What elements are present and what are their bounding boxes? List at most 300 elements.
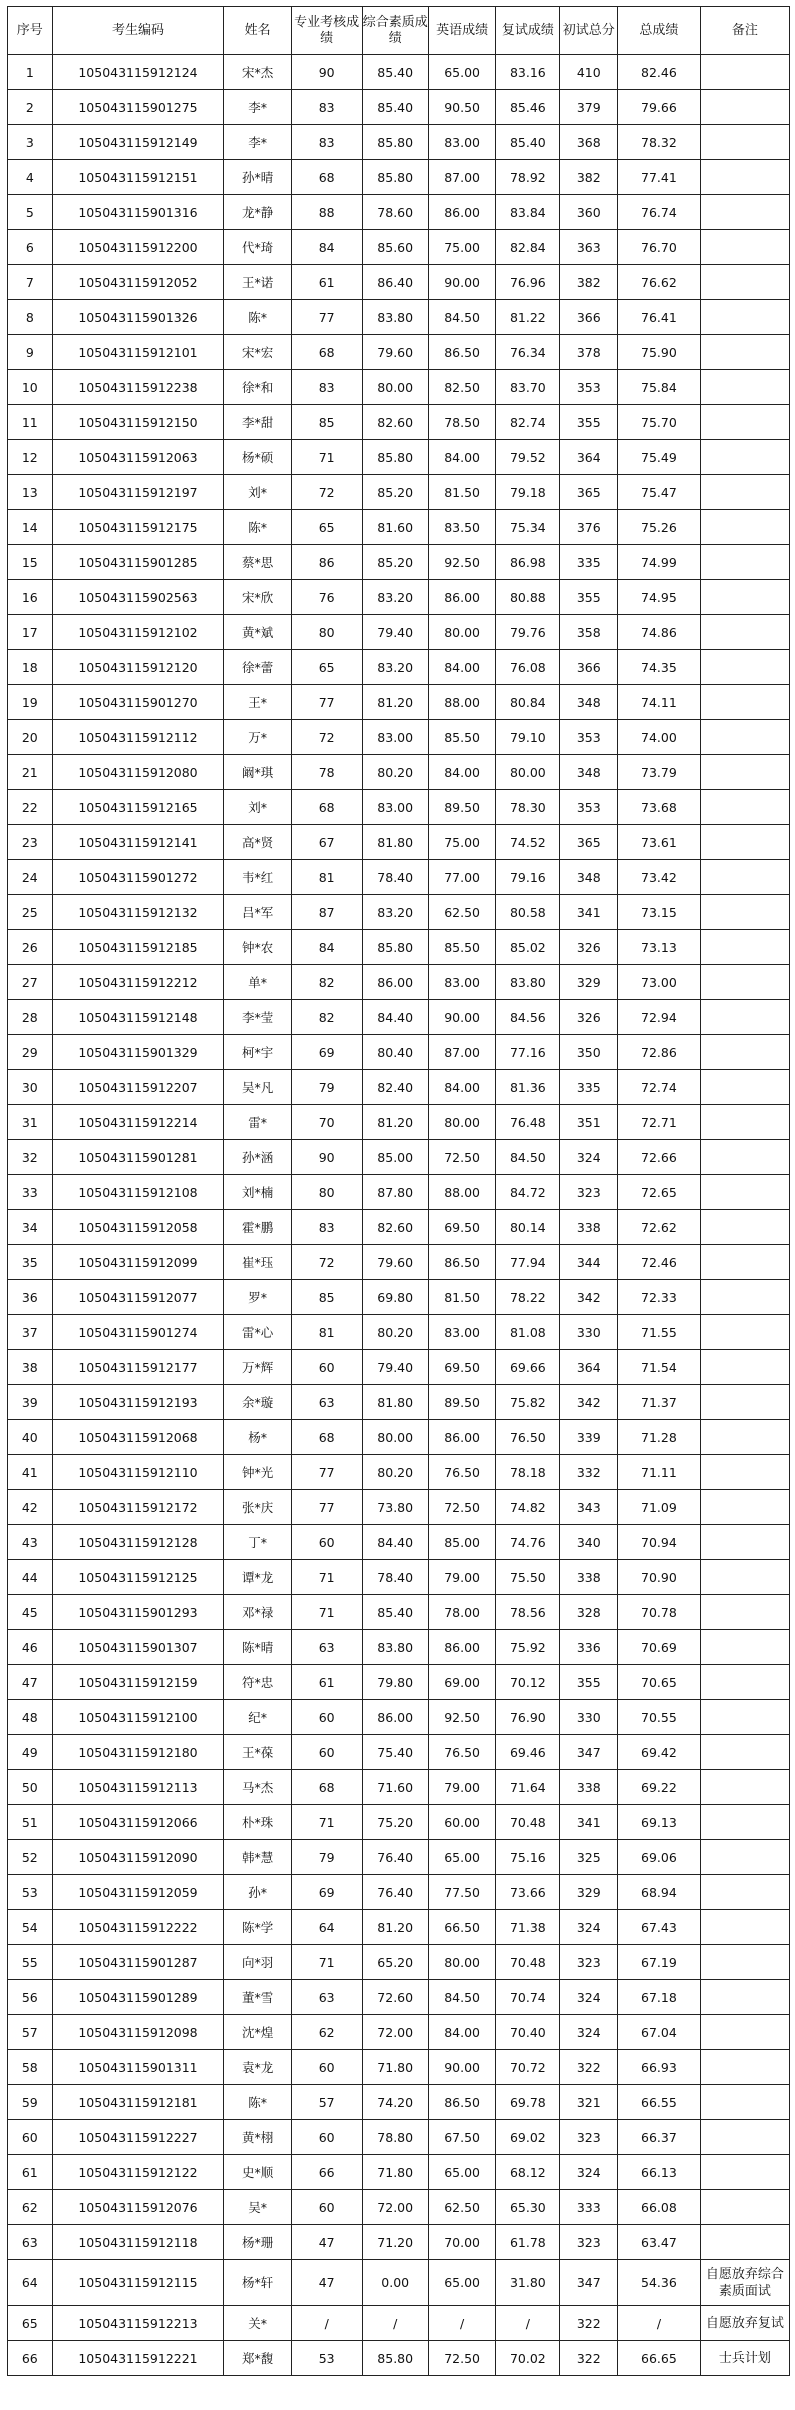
- name-cell: 谭*龙: [224, 1560, 291, 1595]
- english-score-cell: 78.00: [428, 1595, 495, 1630]
- total-score-cell: 70.69: [618, 1630, 701, 1665]
- major-score-cell: 77: [291, 1490, 362, 1525]
- remark-cell: [700, 475, 789, 510]
- english-score-cell: 80.00: [428, 1105, 495, 1140]
- total-score-cell: 72.74: [618, 1070, 701, 1105]
- seq-cell: 45: [8, 1595, 53, 1630]
- total-score-cell: 72.71: [618, 1105, 701, 1140]
- major-score-cell: 57: [291, 2085, 362, 2120]
- candidate-id-cell: 105043115912110: [52, 1455, 224, 1490]
- initial-total-cell: 410: [560, 55, 618, 90]
- quality-score-cell: 85.20: [362, 545, 428, 580]
- english-score-cell: 72.50: [428, 2341, 495, 2376]
- major-score-cell: 66: [291, 2155, 362, 2190]
- seq-cell: 50: [8, 1770, 53, 1805]
- english-score-cell: 85.50: [428, 930, 495, 965]
- table-row: [8, 1805, 790, 1840]
- major-score-cell: 81: [291, 860, 362, 895]
- english-score-cell: 84.00: [428, 2015, 495, 2050]
- quality-score-cell: 81.20: [362, 1910, 428, 1945]
- name-cell: 钟*光: [224, 1455, 291, 1490]
- initial-total-cell: 322: [560, 2341, 618, 2376]
- table-row: [8, 790, 790, 825]
- name-cell: 韦*红: [224, 860, 291, 895]
- name-cell: 宋*欣: [224, 580, 291, 615]
- initial-total-cell: 366: [560, 300, 618, 335]
- retest-score-cell: 75.92: [496, 1630, 560, 1665]
- quality-score-cell: 76.40: [362, 1875, 428, 1910]
- english-score-cell: 81.50: [428, 475, 495, 510]
- initial-total-cell: 348: [560, 755, 618, 790]
- total-score-cell: 69.22: [618, 1770, 701, 1805]
- remark-cell: [700, 1175, 789, 1210]
- name-cell: 刘*: [224, 790, 291, 825]
- candidate-id-cell: 105043115912101: [52, 335, 224, 370]
- header-cell-seq: 序号: [8, 7, 53, 55]
- quality-score-cell: 71.20: [362, 2225, 428, 2260]
- total-score-cell: 70.94: [618, 1525, 701, 1560]
- table-row: [8, 1210, 790, 1245]
- seq-cell: 26: [8, 930, 53, 965]
- english-score-cell: 86.50: [428, 335, 495, 370]
- retest-score-cell: 83.80: [496, 965, 560, 1000]
- table-row: [8, 510, 790, 545]
- total-score-cell: 78.32: [618, 125, 701, 160]
- remark-cell: [700, 685, 789, 720]
- name-cell: 符*忠: [224, 1665, 291, 1700]
- remark-cell: [700, 1875, 789, 1910]
- candidate-id-cell: 105043115912227: [52, 2120, 224, 2155]
- major-score-cell: 81: [291, 1315, 362, 1350]
- remark-cell: [700, 1070, 789, 1105]
- seq-cell: 16: [8, 580, 53, 615]
- table-row: [8, 265, 790, 300]
- seq-cell: 34: [8, 1210, 53, 1245]
- major-score-cell: 76: [291, 580, 362, 615]
- seq-cell: 27: [8, 965, 53, 1000]
- major-score-cell: 68: [291, 160, 362, 195]
- name-cell: 陈*: [224, 2085, 291, 2120]
- english-score-cell: 86.50: [428, 1245, 495, 1280]
- total-score-cell: 71.09: [618, 1490, 701, 1525]
- major-score-cell: 80: [291, 1175, 362, 1210]
- major-score-cell: 68: [291, 1420, 362, 1455]
- retest-score-cell: 84.50: [496, 1140, 560, 1175]
- remark-cell: [700, 1630, 789, 1665]
- name-cell: 刘*: [224, 475, 291, 510]
- retest-score-cell: 81.22: [496, 300, 560, 335]
- total-score-cell: 75.49: [618, 440, 701, 475]
- name-cell: 孙*晴: [224, 160, 291, 195]
- major-score-cell: 71: [291, 1805, 362, 1840]
- english-score-cell: 85.00: [428, 1525, 495, 1560]
- candidate-id-cell: 105043115912113: [52, 1770, 224, 1805]
- quality-score-cell: 76.40: [362, 1840, 428, 1875]
- candidate-id-cell: 105043115901287: [52, 1945, 224, 1980]
- name-cell: 罗*: [224, 1280, 291, 1315]
- seq-cell: 13: [8, 475, 53, 510]
- initial-total-cell: 366: [560, 650, 618, 685]
- remark-cell: [700, 2050, 789, 2085]
- english-score-cell: 90.00: [428, 265, 495, 300]
- english-score-cell: 90.00: [428, 2050, 495, 2085]
- remark-cell: [700, 195, 789, 230]
- quality-score-cell: 75.20: [362, 1805, 428, 1840]
- table-row: [8, 2050, 790, 2085]
- remark-cell: [700, 2120, 789, 2155]
- candidate-id-cell: 105043115912059: [52, 1875, 224, 1910]
- retest-score-cell: 85.40: [496, 125, 560, 160]
- english-score-cell: 72.50: [428, 1140, 495, 1175]
- major-score-cell: 90: [291, 1140, 362, 1175]
- quality-score-cell: 82.40: [362, 1070, 428, 1105]
- retest-score-cell: 78.30: [496, 790, 560, 825]
- retest-score-cell: 76.34: [496, 335, 560, 370]
- candidate-id-cell: 105043115912132: [52, 895, 224, 930]
- candidate-id-cell: 105043115912238: [52, 370, 224, 405]
- initial-total-cell: 353: [560, 720, 618, 755]
- initial-total-cell: 324: [560, 1140, 618, 1175]
- total-score-cell: 54.36: [618, 2260, 701, 2306]
- total-score-cell: 75.90: [618, 335, 701, 370]
- seq-cell: 65: [8, 2306, 53, 2341]
- major-score-cell: 86: [291, 545, 362, 580]
- candidate-id-cell: 105043115912052: [52, 265, 224, 300]
- english-score-cell: 81.50: [428, 1280, 495, 1315]
- name-cell: 杨*珊: [224, 2225, 291, 2260]
- initial-total-cell: 365: [560, 825, 618, 860]
- seq-cell: 8: [8, 300, 53, 335]
- initial-total-cell: 382: [560, 160, 618, 195]
- remark-cell: [700, 1910, 789, 1945]
- candidate-id-cell: 105043115912141: [52, 825, 224, 860]
- major-score-cell: 77: [291, 1455, 362, 1490]
- table-row: [8, 930, 790, 965]
- remark-cell: [700, 1560, 789, 1595]
- remark-cell: [700, 230, 789, 265]
- retest-score-cell: 85.02: [496, 930, 560, 965]
- candidate-id-cell: 105043115912066: [52, 1805, 224, 1840]
- name-cell: 郑*馥: [224, 2341, 291, 2376]
- major-score-cell: 65: [291, 650, 362, 685]
- retest-score-cell: /: [496, 2306, 560, 2341]
- seq-cell: 40: [8, 1420, 53, 1455]
- name-cell: 徐*蕾: [224, 650, 291, 685]
- english-score-cell: 85.50: [428, 720, 495, 755]
- table-row: [8, 2015, 790, 2050]
- total-score-cell: 77.41: [618, 160, 701, 195]
- name-cell: 邓*禄: [224, 1595, 291, 1630]
- candidate-id-cell: 105043115912122: [52, 2155, 224, 2190]
- name-cell: 袁*龙: [224, 2050, 291, 2085]
- english-score-cell: 89.50: [428, 1385, 495, 1420]
- total-score-cell: 66.65: [618, 2341, 701, 2376]
- candidate-id-cell: 105043115901285: [52, 545, 224, 580]
- english-score-cell: 87.00: [428, 160, 495, 195]
- candidate-id-cell: 105043115912063: [52, 440, 224, 475]
- name-cell: 钟*农: [224, 930, 291, 965]
- table-row: [8, 335, 790, 370]
- english-score-cell: 86.00: [428, 1420, 495, 1455]
- remark-cell: [700, 930, 789, 965]
- major-score-cell: 83: [291, 90, 362, 125]
- candidate-id-cell: 105043115912200: [52, 230, 224, 265]
- retest-score-cell: 78.92: [496, 160, 560, 195]
- initial-total-cell: 339: [560, 1420, 618, 1455]
- total-score-cell: 74.11: [618, 685, 701, 720]
- quality-score-cell: /: [362, 2306, 428, 2341]
- initial-total-cell: 353: [560, 790, 618, 825]
- remark-cell: [700, 1140, 789, 1175]
- table-row: [8, 755, 790, 790]
- initial-total-cell: 322: [560, 2050, 618, 2085]
- name-cell: 王*葆: [224, 1735, 291, 1770]
- candidate-id-cell: 105043115912090: [52, 1840, 224, 1875]
- candidate-id-cell: 105043115901289: [52, 1980, 224, 2015]
- candidate-id-cell: 105043115912125: [52, 1560, 224, 1595]
- table-row: [8, 720, 790, 755]
- name-cell: 代*琦: [224, 230, 291, 265]
- total-score-cell: 75.26: [618, 510, 701, 545]
- major-score-cell: 84: [291, 230, 362, 265]
- candidate-id-cell: 105043115901316: [52, 195, 224, 230]
- remark-cell: [700, 1700, 789, 1735]
- major-score-cell: 63: [291, 1385, 362, 1420]
- initial-total-cell: 326: [560, 930, 618, 965]
- retest-score-cell: 76.50: [496, 1420, 560, 1455]
- total-score-cell: 69.42: [618, 1735, 701, 1770]
- initial-total-cell: 364: [560, 440, 618, 475]
- quality-score-cell: 85.60: [362, 230, 428, 265]
- total-score-cell: 79.66: [618, 90, 701, 125]
- remark-cell: [700, 265, 789, 300]
- initial-total-cell: 336: [560, 1630, 618, 1665]
- retest-score-cell: 71.38: [496, 1910, 560, 1945]
- initial-total-cell: 321: [560, 2085, 618, 2120]
- total-score-cell: 74.35: [618, 650, 701, 685]
- candidate-id-cell: 105043115912098: [52, 2015, 224, 2050]
- remark-cell: [700, 615, 789, 650]
- initial-total-cell: 355: [560, 580, 618, 615]
- english-score-cell: 84.50: [428, 300, 495, 335]
- retest-score-cell: 78.56: [496, 1595, 560, 1630]
- major-score-cell: 85: [291, 1280, 362, 1315]
- english-score-cell: 75.00: [428, 230, 495, 265]
- initial-total-cell: 338: [560, 1770, 618, 1805]
- remark-cell: [700, 1105, 789, 1140]
- name-cell: 龙*静: [224, 195, 291, 230]
- english-score-cell: 65.00: [428, 1840, 495, 1875]
- table-row: [8, 1175, 790, 1210]
- major-score-cell: 60: [291, 1525, 362, 1560]
- remark-cell: [700, 2085, 789, 2120]
- candidate-id-cell: 105043115912102: [52, 615, 224, 650]
- table-row: [8, 370, 790, 405]
- candidate-id-cell: 105043115912181: [52, 2085, 224, 2120]
- remark-cell: [700, 510, 789, 545]
- quality-score-cell: 78.60: [362, 195, 428, 230]
- retest-score-cell: 79.76: [496, 615, 560, 650]
- candidate-id-cell: 105043115912214: [52, 1105, 224, 1140]
- candidate-id-cell: 105043115901326: [52, 300, 224, 335]
- initial-total-cell: 335: [560, 1070, 618, 1105]
- remark-cell: [700, 300, 789, 335]
- quality-score-cell: 82.60: [362, 1210, 428, 1245]
- total-score-cell: 66.13: [618, 2155, 701, 2190]
- retest-score-cell: 75.50: [496, 1560, 560, 1595]
- seq-cell: 56: [8, 1980, 53, 2015]
- major-score-cell: 79: [291, 1840, 362, 1875]
- name-cell: 柯*宇: [224, 1035, 291, 1070]
- initial-total-cell: 347: [560, 1735, 618, 1770]
- table-row: [8, 965, 790, 1000]
- retest-score-cell: 74.76: [496, 1525, 560, 1560]
- candidate-id-cell: 105043115912076: [52, 2190, 224, 2225]
- initial-total-cell: 355: [560, 405, 618, 440]
- seq-cell: 46: [8, 1630, 53, 1665]
- remark-cell: [700, 1665, 789, 1700]
- seq-cell: 54: [8, 1910, 53, 1945]
- retest-score-cell: 74.82: [496, 1490, 560, 1525]
- candidate-id-cell: 105043115912213: [52, 2306, 224, 2341]
- total-score-cell: 70.65: [618, 1665, 701, 1700]
- quality-score-cell: 86.40: [362, 265, 428, 300]
- english-score-cell: 77.00: [428, 860, 495, 895]
- english-score-cell: 79.00: [428, 1770, 495, 1805]
- quality-score-cell: 85.80: [362, 930, 428, 965]
- retest-score-cell: 83.70: [496, 370, 560, 405]
- total-score-cell: 73.42: [618, 860, 701, 895]
- initial-total-cell: 323: [560, 1175, 618, 1210]
- candidate-id-cell: 105043115901270: [52, 685, 224, 720]
- total-score-cell: 72.86: [618, 1035, 701, 1070]
- remark-cell: [700, 2015, 789, 2050]
- seq-cell: 20: [8, 720, 53, 755]
- total-score-cell: 82.46: [618, 55, 701, 90]
- initial-total-cell: 358: [560, 615, 618, 650]
- candidate-id-cell: 105043115912193: [52, 1385, 224, 1420]
- english-score-cell: 65.00: [428, 55, 495, 90]
- quality-score-cell: 81.20: [362, 1105, 428, 1140]
- table-row: [8, 1140, 790, 1175]
- quality-score-cell: 84.40: [362, 1000, 428, 1035]
- remark-cell: [700, 650, 789, 685]
- remark-cell: 自愿放弃复试: [700, 2306, 789, 2341]
- table-row: [8, 1455, 790, 1490]
- table-row: [8, 440, 790, 475]
- name-cell: 杨*: [224, 1420, 291, 1455]
- english-score-cell: 79.00: [428, 1560, 495, 1595]
- major-score-cell: 83: [291, 125, 362, 160]
- major-score-cell: 83: [291, 1210, 362, 1245]
- retest-score-cell: 79.52: [496, 440, 560, 475]
- initial-total-cell: 363: [560, 230, 618, 265]
- candidate-id-cell: 105043115912212: [52, 965, 224, 1000]
- retest-score-cell: 69.78: [496, 2085, 560, 2120]
- total-score-cell: 66.08: [618, 2190, 701, 2225]
- total-score-cell: 67.43: [618, 1910, 701, 1945]
- total-score-cell: 75.47: [618, 475, 701, 510]
- total-score-cell: 73.61: [618, 825, 701, 860]
- quality-score-cell: 75.40: [362, 1735, 428, 1770]
- major-score-cell: 64: [291, 1910, 362, 1945]
- total-score-cell: 76.70: [618, 230, 701, 265]
- name-cell: 杨*硕: [224, 440, 291, 475]
- candidate-id-cell: 105043115901307: [52, 1630, 224, 1665]
- major-score-cell: 68: [291, 1770, 362, 1805]
- name-cell: 吕*军: [224, 895, 291, 930]
- seq-cell: 44: [8, 1560, 53, 1595]
- retest-score-cell: 70.40: [496, 2015, 560, 2050]
- name-cell: 孙*涵: [224, 1140, 291, 1175]
- total-score-cell: 73.00: [618, 965, 701, 1000]
- major-score-cell: 71: [291, 1945, 362, 1980]
- header-row: [8, 7, 790, 55]
- total-score-cell: 72.33: [618, 1280, 701, 1315]
- quality-score-cell: 85.40: [362, 55, 428, 90]
- remark-cell: [700, 1280, 789, 1315]
- quality-score-cell: 83.20: [362, 895, 428, 930]
- name-cell: 张*庆: [224, 1490, 291, 1525]
- table-row: [8, 580, 790, 615]
- initial-total-cell: 332: [560, 1455, 618, 1490]
- remark-cell: [700, 1385, 789, 1420]
- name-cell: 杨*轩: [224, 2260, 291, 2306]
- candidate-id-cell: 105043115912068: [52, 1420, 224, 1455]
- name-cell: 李*: [224, 125, 291, 160]
- remark-cell: [700, 755, 789, 790]
- major-score-cell: 72: [291, 1245, 362, 1280]
- table-row: [8, 300, 790, 335]
- initial-total-cell: 340: [560, 1525, 618, 1560]
- major-score-cell: 65: [291, 510, 362, 545]
- english-score-cell: 66.50: [428, 1910, 495, 1945]
- total-score-cell: 72.94: [618, 1000, 701, 1035]
- quality-score-cell: 81.80: [362, 1385, 428, 1420]
- remark-cell: [700, 1420, 789, 1455]
- initial-total-cell: 343: [560, 1490, 618, 1525]
- english-score-cell: /: [428, 2306, 495, 2341]
- major-score-cell: 60: [291, 1735, 362, 1770]
- candidate-id-cell: 105043115912221: [52, 2341, 224, 2376]
- quality-score-cell: 71.80: [362, 2050, 428, 2085]
- table-row: [8, 1840, 790, 1875]
- initial-total-cell: 379: [560, 90, 618, 125]
- remark-cell: [700, 1210, 789, 1245]
- quality-score-cell: 80.40: [362, 1035, 428, 1070]
- quality-score-cell: 80.20: [362, 1455, 428, 1490]
- table-row: [8, 1385, 790, 1420]
- table-row: [8, 1000, 790, 1035]
- initial-total-cell: 364: [560, 1350, 618, 1385]
- initial-total-cell: 325: [560, 1840, 618, 1875]
- retest-score-cell: 79.16: [496, 860, 560, 895]
- major-score-cell: 47: [291, 2225, 362, 2260]
- initial-total-cell: 353: [560, 370, 618, 405]
- candidate-id-cell: 105043115912112: [52, 720, 224, 755]
- retest-score-cell: 76.08: [496, 650, 560, 685]
- english-score-cell: 62.50: [428, 895, 495, 930]
- total-score-cell: 75.70: [618, 405, 701, 440]
- table-row: [8, 1105, 790, 1140]
- initial-total-cell: 338: [560, 1560, 618, 1595]
- retest-score-cell: 70.02: [496, 2341, 560, 2376]
- initial-total-cell: 324: [560, 1980, 618, 2015]
- english-score-cell: 76.50: [428, 1455, 495, 1490]
- major-score-cell: 82: [291, 1000, 362, 1035]
- seq-cell: 58: [8, 2050, 53, 2085]
- major-score-cell: 60: [291, 2190, 362, 2225]
